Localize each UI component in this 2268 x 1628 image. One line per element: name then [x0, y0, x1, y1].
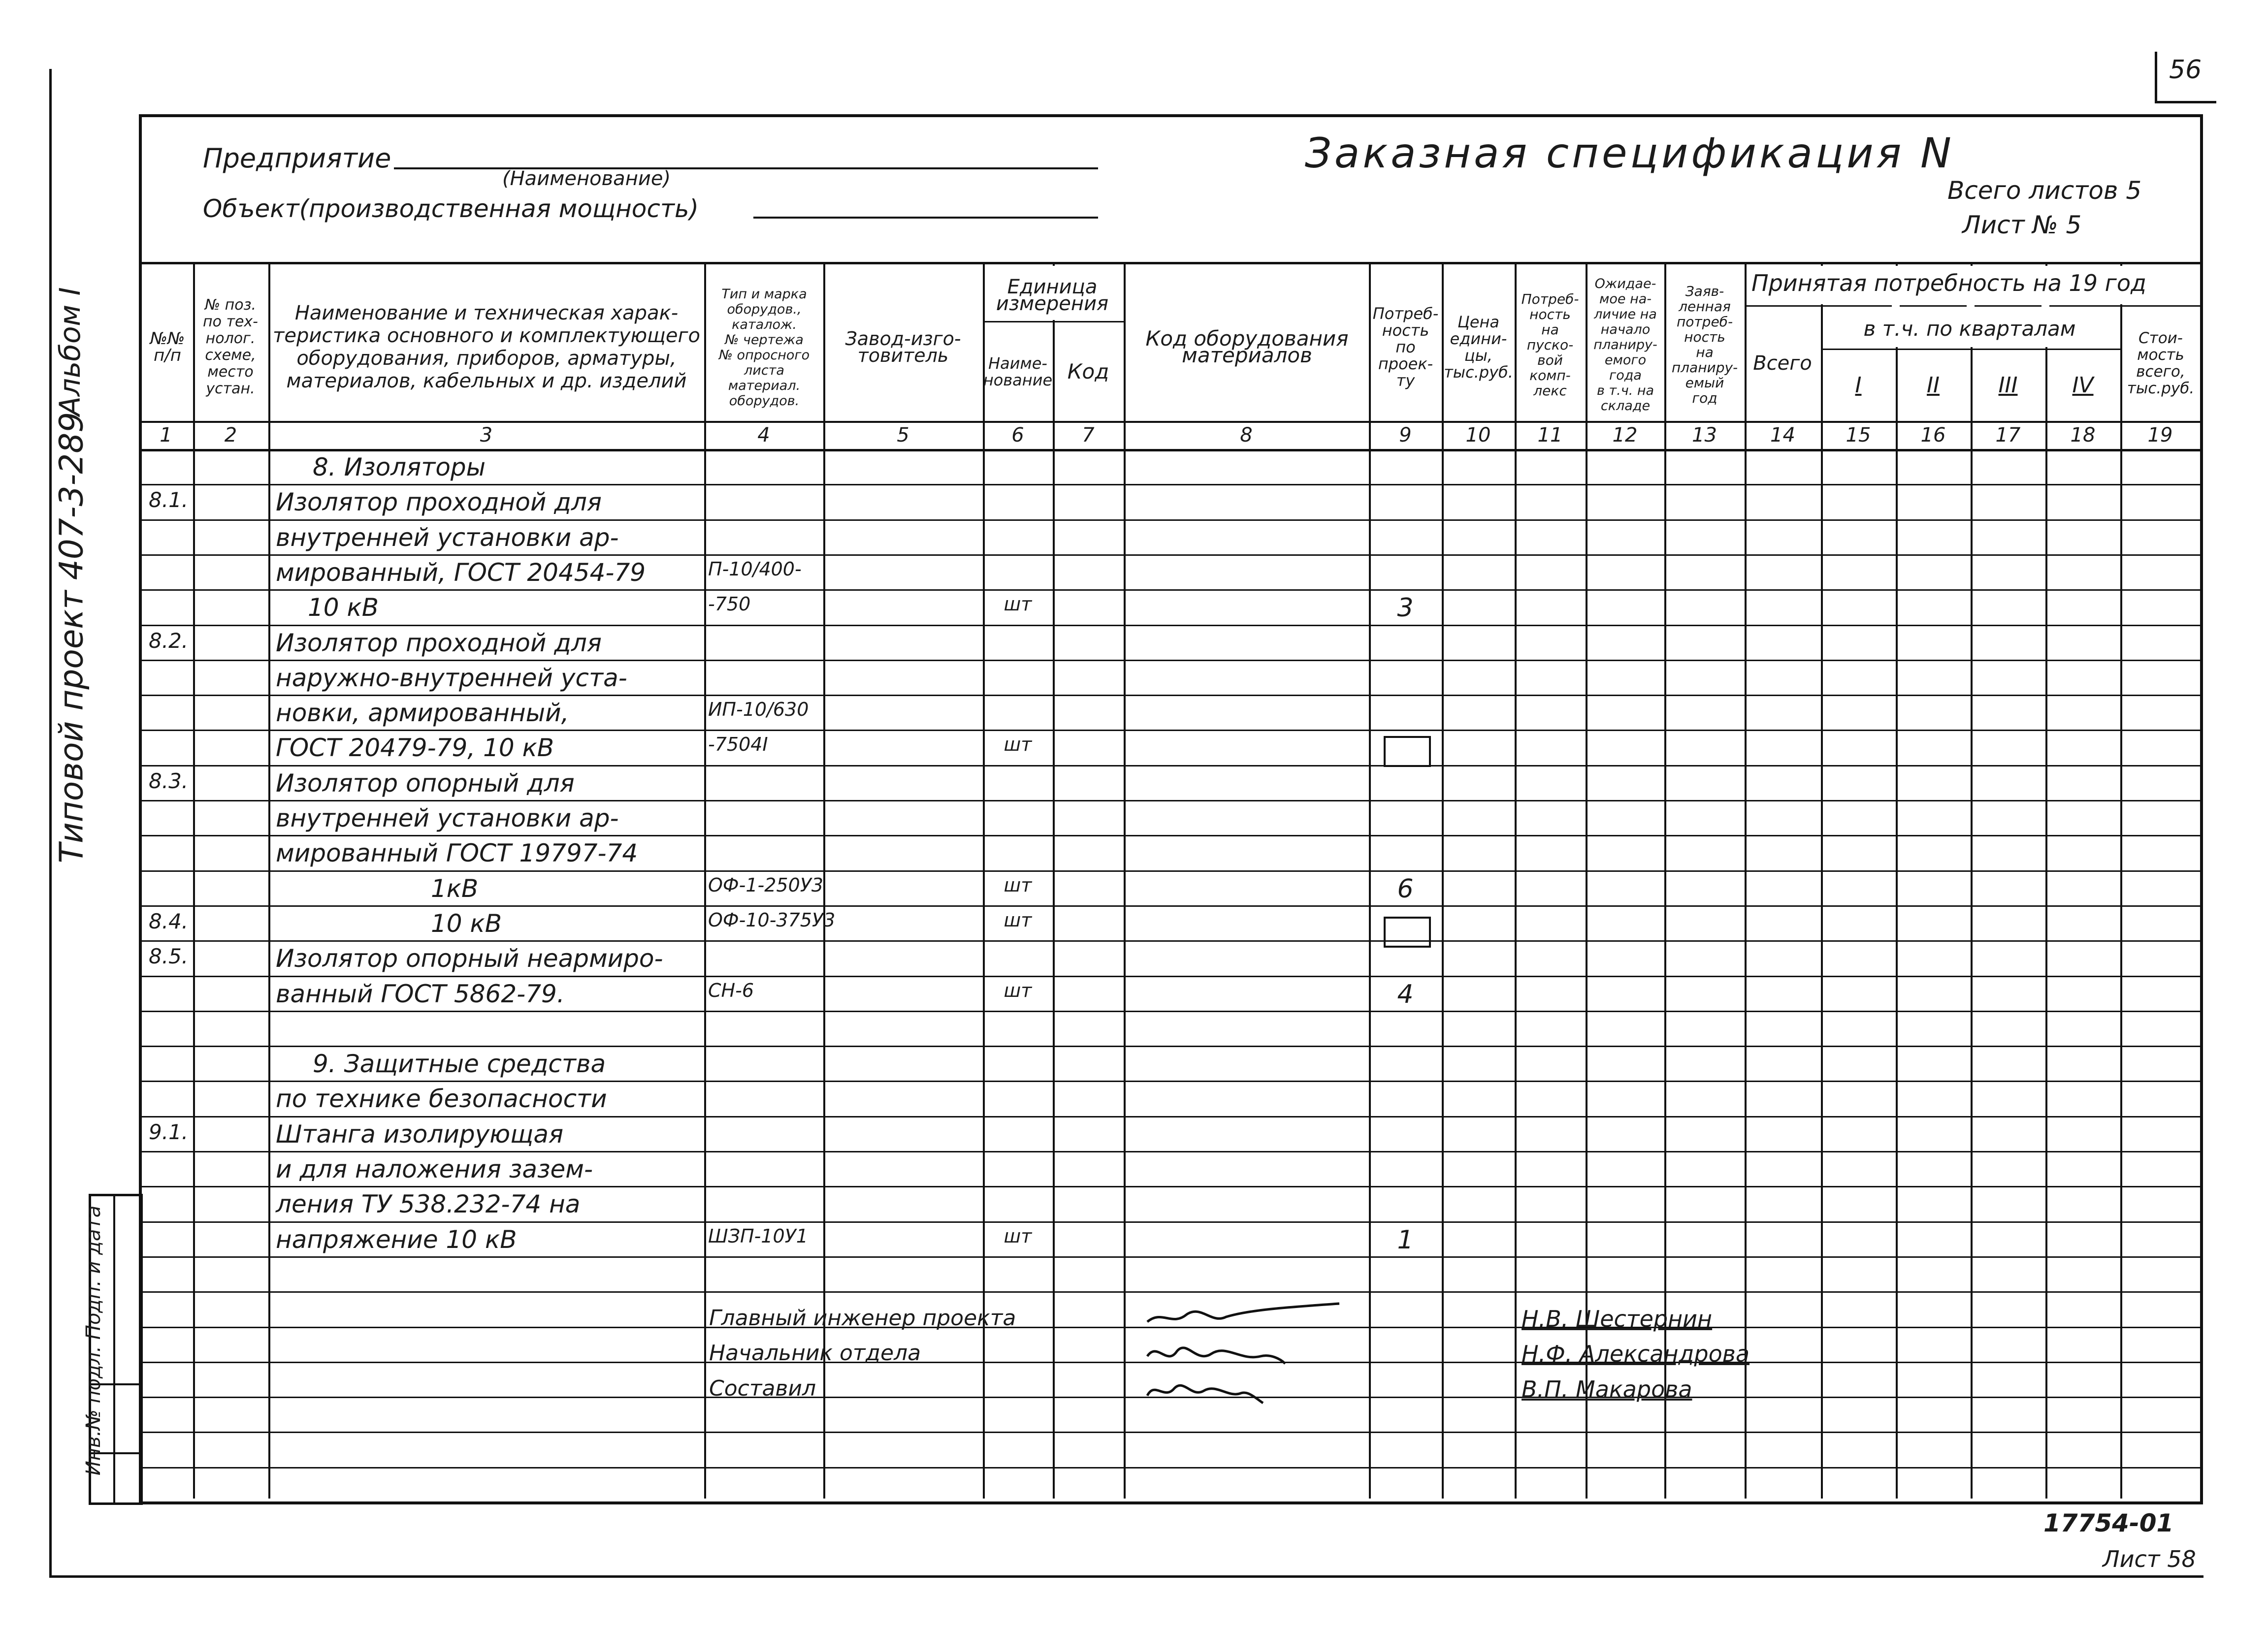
header-col-14: Всего: [1753, 351, 1812, 375]
grid-line: [139, 554, 2200, 556]
grid-line: [139, 800, 2200, 801]
row-name: ванный ГОСТ 5862-79.: [276, 980, 565, 1008]
grid-line: [139, 1186, 2200, 1187]
row-name: внутренней установки ар-: [276, 804, 619, 832]
row-name: 10 кВ: [308, 593, 379, 622]
row-qty: 1: [1397, 1225, 1414, 1255]
enterprise-hint: (Наименование): [502, 167, 671, 190]
row-unit: шт: [1004, 734, 1032, 755]
column-number: 9: [1399, 424, 1412, 447]
grid-line: [139, 730, 2200, 731]
row-name: Изолятор опорный неармиро-: [276, 944, 663, 973]
row-name: наружно-внутренней уста-: [276, 664, 627, 692]
document-code: 17754-01: [2043, 1509, 2174, 1537]
row-name: 9. Защитные средства: [313, 1050, 606, 1078]
signature-scribble-1: [1142, 1300, 1349, 1334]
row-qty: 4: [1397, 980, 1414, 1009]
grid-line: [139, 695, 2200, 696]
signature-scribble-3: [1142, 1373, 1270, 1410]
header-col-19: Стои- мость всего, тыс.руб.: [2127, 329, 2195, 397]
grid-line: [139, 1046, 2200, 1047]
grid-line: [139, 1151, 2200, 1152]
header-col-5: Завод-изго- товитель: [845, 328, 961, 366]
sheet-number: Лист № 5: [1962, 211, 2082, 239]
grid-line: [139, 1291, 2200, 1293]
document-title: Заказная спецификация N: [1305, 129, 1954, 177]
row-unit: шт: [1004, 909, 1032, 931]
signature-role-compiler: Составил: [709, 1376, 816, 1401]
grid-line: [139, 1011, 2200, 1012]
row-type: ШЗП-10У1: [708, 1225, 808, 1247]
grid-line: [139, 976, 2200, 977]
column-number: 19: [2147, 424, 2173, 447]
grid-line: [2120, 262, 2122, 1499]
grid-line: [1053, 262, 1055, 1499]
qty-box: [1384, 917, 1431, 948]
row-number: 8.3.: [149, 769, 189, 793]
signature-role-department-head: Начальник отдела: [709, 1341, 921, 1366]
row-unit: шт: [1004, 1225, 1032, 1247]
page-number: 56: [2169, 55, 2202, 85]
header-col-1: №№ п/п: [150, 329, 185, 365]
grid-line: [139, 1081, 2200, 1082]
header-col-17: III: [1998, 372, 2018, 398]
row-qty: 3: [1397, 593, 1414, 623]
row-number: 8.1.: [149, 488, 189, 512]
grid-line: [139, 589, 2200, 591]
column-number: 5: [897, 424, 909, 447]
grid-line: [1515, 262, 1517, 1499]
column-number: 10: [1465, 424, 1491, 447]
row-unit: шт: [1004, 874, 1032, 896]
row-name: Изолятор проходной для: [276, 629, 602, 657]
row-number: 8.4.: [149, 909, 189, 933]
column-number: 15: [1846, 424, 1871, 447]
object-label: Объект(производственная мощность): [203, 194, 699, 223]
header-col-11: Потреб- ность на пуско- вой комп- лекс: [1521, 290, 1579, 399]
grid-line: [139, 449, 2200, 451]
grid-line: [139, 835, 2200, 836]
qty-box: [1384, 736, 1431, 767]
grid-line: [1971, 262, 1973, 1499]
row-type: -7504I: [708, 734, 768, 755]
stamp-label: Инв.№ подл. Подп. и дата: [82, 1205, 105, 1476]
row-name: по технике безопасности: [276, 1085, 607, 1113]
row-name: и для наложения зазем-: [276, 1155, 593, 1183]
row-unit: шт: [1004, 980, 1032, 1001]
project-label: Типовой проект 407-3-289: [52, 412, 91, 863]
row-number: 9.1.: [149, 1120, 189, 1144]
row-name: новки, армированный,: [276, 699, 569, 727]
row-name: 1кВ: [431, 874, 479, 903]
row-name: мированный ГОСТ 19797-74: [276, 839, 638, 867]
row-type: ОФ-10-375У3: [708, 909, 836, 931]
row-name: Штанга изолирующая: [276, 1120, 564, 1149]
header-col-2: № поз. по тех- нолог. схеме, место устан.: [202, 296, 259, 397]
row-type: -750: [708, 593, 751, 615]
column-number: 17: [1995, 424, 2021, 447]
signature-name-1: Н.В. Шестернин: [1522, 1306, 1713, 1332]
grid-line: [139, 625, 2200, 626]
signature-name-2: Н.Ф. Александрова: [1522, 1341, 1750, 1367]
footer-sheet: Лист 58: [2103, 1546, 2196, 1572]
row-unit: шт: [1004, 593, 1032, 615]
row-number: 8.2.: [149, 629, 189, 653]
grid-line: [139, 1116, 2200, 1117]
row-type: П-10/400-: [708, 558, 802, 580]
column-number: 12: [1612, 424, 1638, 447]
grid-line: [1821, 262, 1823, 1499]
column-number: 16: [1920, 424, 1946, 447]
row-name: внутренней установки ар-: [276, 523, 619, 552]
grid-line: [139, 1432, 2200, 1433]
grid-line: [1442, 262, 1444, 1499]
column-number: 7: [1082, 424, 1095, 447]
row-qty: 6: [1397, 874, 1414, 904]
row-name: 8. Изоляторы: [313, 453, 486, 481]
grid-line: [139, 519, 2200, 521]
column-number: 2: [224, 424, 237, 447]
header-col-4: Тип и марка оборудов., каталож. № чертежа № опросного листа материал. оборудов.: [718, 287, 810, 409]
grid-line: [2045, 262, 2047, 1499]
row-name: ления ТУ 538.232-74 на: [276, 1190, 581, 1218]
enterprise-label: Предприятие: [203, 143, 391, 174]
header-col-7: Код: [1067, 359, 1109, 383]
header-col-12: Ожидае- мое на- личие на начало планиру- емого года в т.ч. на складе: [1593, 276, 1657, 414]
row-name: мированный, ГОСТ 20454-79: [276, 558, 646, 587]
row-name: 10 кВ: [431, 909, 502, 938]
grid-line: [1896, 262, 1898, 1499]
grid-line: [139, 905, 2200, 907]
row-number: 8.5.: [149, 944, 189, 968]
column-number: 11: [1537, 424, 1563, 447]
column-number: 4: [757, 424, 770, 447]
grid-line: [139, 1256, 2200, 1258]
row-type: ИП-10/630: [708, 699, 809, 720]
header-col-3: Наименование и техническая харак- теристика основного и комплектующего оборудования, приборов, арматуры, материалов, кабельных и др. изделий: [273, 302, 700, 392]
grid-line: [1745, 262, 1747, 1499]
grid-line: [139, 940, 2200, 942]
grid-line: [139, 1221, 2200, 1223]
header-quarters: в т.ч. по кварталам: [1863, 316, 2076, 341]
signature-role-chief-engineer: Главный инженер проекта: [709, 1306, 1016, 1331]
column-number: 13: [1692, 424, 1717, 447]
row-name: напряжение 10 кВ: [276, 1225, 517, 1254]
album-label: Альбом I: [53, 287, 87, 416]
column-number: 6: [1011, 424, 1024, 447]
column-number: 14: [1770, 424, 1795, 447]
grid-line: [139, 484, 2200, 485]
row-name: Изолятор опорный для: [276, 769, 575, 798]
column-number: 8: [1240, 424, 1253, 447]
row-name: ГОСТ 20479-79, 10 кВ: [276, 734, 554, 762]
grid-line: [139, 1467, 2200, 1468]
header-col-8: Код оборудования материалов: [1145, 326, 1349, 367]
header-col-6: Наиме- нование: [983, 354, 1052, 389]
row-name: Изолятор проходной для: [276, 488, 602, 516]
column-number: 18: [2070, 424, 2096, 447]
grid-line: [139, 421, 2200, 423]
signature-name-3: В.П. Макарова: [1522, 1376, 1692, 1403]
header-unit-group: Единица измерения: [996, 276, 1109, 315]
sheets-total: Всего листов 5: [1947, 176, 2142, 205]
column-number: 1: [160, 424, 172, 447]
grid-line: [1124, 262, 1126, 1499]
header-col-10: Цена едини- цы, тыс.руб.: [1444, 313, 1513, 382]
row-type: ОФ-1-250У3: [708, 874, 824, 896]
header-col-15: I: [1855, 372, 1862, 398]
header-accepted: Принятая потребность на 19 год: [1751, 270, 2146, 296]
column-number: 3: [480, 424, 493, 447]
header-col-18: IV: [2072, 372, 2094, 398]
grid-line: [139, 870, 2200, 872]
signature-scribble-2: [1142, 1337, 1290, 1373]
grid-line: [139, 765, 2200, 766]
header-col-9: Потреб- ность по проек- ту: [1372, 304, 1439, 390]
grid-line: [193, 262, 195, 1499]
row-type: СН-6: [708, 980, 754, 1001]
grid-line: [139, 660, 2200, 661]
header-col-16: II: [1927, 372, 1940, 398]
header-col-13: Заяв- ленная потреб- ность на планиру- емый год: [1671, 283, 1738, 406]
